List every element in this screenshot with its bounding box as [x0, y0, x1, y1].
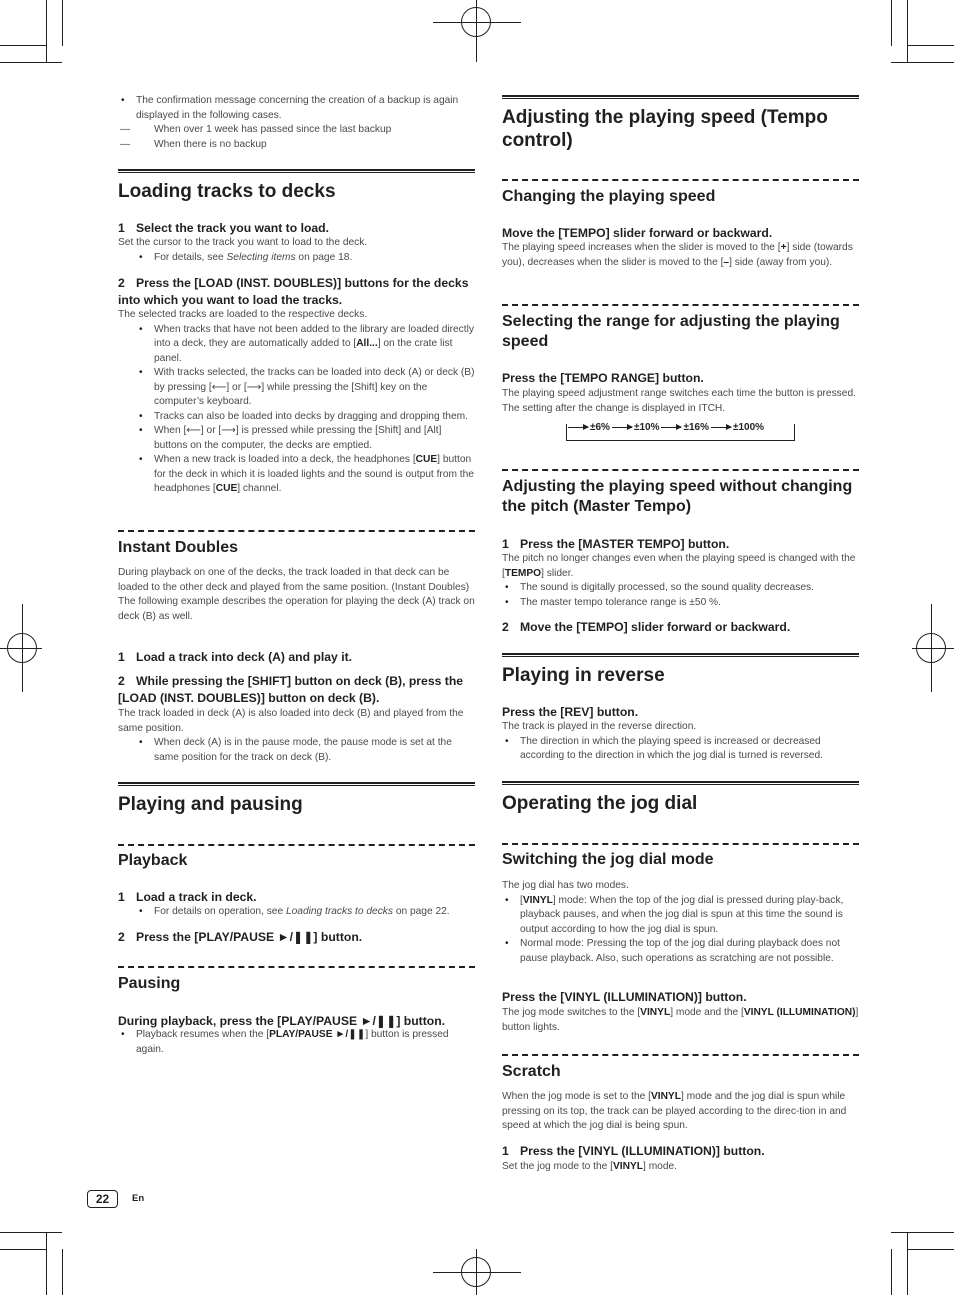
section-title-jog: Operating the jog dial [502, 793, 698, 814]
pausing-step: During playback, press the [PLAY/PAUSE ►/❚❚] button. [118, 1014, 446, 1028]
section-title-playing: Playing and pausing [118, 794, 303, 815]
dashed-divider [502, 1054, 859, 1056]
range-text: The playing speed adjustment range switches each time the button is pressed. The setting after the change is displayed in ITCH. [502, 388, 856, 414]
scratch-step-1: 1 Press the [VINYL (ILLUMINATION)] button. [502, 1144, 765, 1158]
subsection-title-scratch: Scratch [502, 1063, 561, 1080]
instant-step-1: 1 Load a track into deck (A) and play it. [118, 650, 353, 664]
backup-note [118, 94, 475, 152]
section-title-tempo: Adjusting the playing speed (Tempo control) [502, 107, 828, 151]
jog-step-text: The jog mode switches to the [VINYL] mode and the [VINYL (ILLUMINATION)] button lights. [502, 1007, 859, 1033]
subsection-title-master: Adjusting the playing speed without changing the pitch (Master Tempo) [502, 478, 853, 515]
loading-step-1: 1 Select the track you want to load. [118, 221, 330, 235]
loading-step-2: 2 Press the [LOAD (INST. DOUBLES)] buttons for the decks into which you want to load the tracks. [118, 276, 469, 307]
list-item: • [VINYL] mode: When the top of the jog dial is pressed during play-back, playback pauses, and when the jog dial is spun at this time the sound is output according to how the jog dial is spun. [502, 894, 859, 938]
change-step: Move the [TEMPO] slider forward or backward. [502, 226, 773, 240]
section-title-reverse: Playing in reverse [502, 665, 665, 686]
reverse-text: The track is played in the reverse direction. • The direction in which the playing speed is increased or decreased according to the direction in which the jog dial is turned is reversed. [502, 720, 859, 764]
section-rule [502, 781, 859, 785]
arrow-right-icon [661, 427, 681, 428]
section-title-loading: Loading tracks to decks [118, 181, 336, 202]
list-item: • Normal mode: Pressing the top of the jog dial during playback does not pause playback. Also, such operations as scratching are not possible. [502, 937, 859, 966]
list-item: • When a new track is loaded into a deck, the headphones [CUE] button for the deck in which it is loaded lights and the sound is output from the headphones [CUE] channel. [154, 453, 475, 497]
playback-step-2: 2 Press the [PLAY/PAUSE ►/❚❚] button. [118, 930, 363, 944]
section-rule [502, 653, 859, 657]
instant-intro: During playback on one of the decks, the track loaded in that deck can be loaded to the other deck and played from the same position. (Instant Doubles) The following example describes the operation for playing the deck (A) track on deck (B) as well. [118, 567, 475, 622]
dashed-divider [118, 844, 475, 846]
dashed-divider [502, 179, 859, 181]
pausing-note: • Playback resumes when the [PLAY/PAUSE ►/❚❚] button is pressed again. [118, 1028, 475, 1057]
dashed-divider [502, 469, 859, 471]
arrow-right-icon [711, 427, 731, 428]
list-item: • The master tempo tolerance range is ±50 %. [502, 596, 859, 611]
scratch-step-1-text: Set the jog mode to the [VINYL] mode. [502, 1161, 678, 1172]
master-step-1: 1 Press the [MASTER TEMPO] button. [502, 537, 730, 551]
arrow-right-icon [568, 427, 588, 428]
master-step-1-text: The pitch no longer changes even when the playing speed is changed with the [TEMPO] slider. • The sound is digitally processed, so the sound quality decreases. • The master tempo tolerance range is ±50 %. [502, 552, 859, 610]
section-rule [118, 782, 475, 786]
subsection-title-jog-mode: Switching the jog dial mode [502, 851, 714, 868]
subsection-title-range: Selecting the range for adjusting the playing speed [502, 313, 840, 350]
section-rule [502, 95, 859, 99]
master-step-2: 2 Move the [TEMPO] slider forward or backward. [502, 620, 791, 634]
dashed-divider [118, 966, 475, 968]
subsection-title-instant: Instant Doubles [118, 539, 239, 556]
instant-step-2: 2 While pressing the [SHIFT] button on deck (B), press the [LOAD (INST. DOUBLES)] button on deck (B). [118, 674, 464, 705]
loading-step-1-text: Set the cursor to the track you want to load to the deck. • For details, see Selecting items on page 18. [118, 236, 475, 265]
list-item: • When [⟵] or [⟶] is pressed while pressing the [Shift] and [Alt] buttons on the computer, the decks are emptied. [154, 424, 475, 453]
list-item: • With tracks selected, the tracks can be loaded into deck (A) or deck (B) by pressing [⟵] or [⟶] while pressing the [Shift] key on the computer’s keyboard. [154, 366, 475, 410]
list-item: • Tracks can also be loaded into decks by dragging and dropping them. [154, 410, 475, 425]
scratch-text: When the jog mode is set to the [VINYL] mode and the jog dial is spun while pressing on its top, the track can be played according to the direc-tion in and speed at which the jog dial is being spun. [502, 1091, 847, 1131]
list-item: • When tracks that have not been added to the library are loaded directly into a deck, they are automatically added to [All...] on the crate list panel. [154, 323, 475, 367]
playback-step-1: 1 Load a track in deck. [118, 890, 257, 904]
reverse-step: Press the [REV] button. [502, 705, 639, 719]
range-option: ±16% [683, 421, 709, 433]
range-option: ±100% [732, 421, 765, 433]
list-item: • The sound is digitally processed, so the sound quality decreases. [502, 581, 859, 596]
loading-step-2-text: The selected tracks are loaded to the respective decks. • When tracks that have not been added to the library are loaded directly into a deck, they are automatically added to [All...] on the crate list panel. • With tracks selected, the tracks can be loaded into deck (A) or deck (B) by pressing [⟵] or [⟶] while pressing the [Shift] key on the computer’s keyboard. • Tracks can also be loaded into decks by dragging and dropping them. • When [⟵] or [⟶] is pressed while pressing the [Shift] and [Alt] buttons on the computer, the decks are emptied. • When a new track is loaded into a deck, the headphones [CUE] button for the deck in which it is loaded lights and the sound is output from the headphones [CUE] channel. [118, 308, 475, 497]
playback-step-1-text: • For details on operation, see Loading tracks to decks on page 22. [118, 905, 475, 920]
backup-bullet: • The confirmation message concerning the creation of a backup is again displayed in the following cases. [118, 94, 475, 123]
dashed-divider [118, 530, 475, 532]
list-item: • The direction in which the playing speed is increased or decreased according to the direction in which the jog dial is turned is reversed. [502, 735, 859, 764]
jog-step: Press the [VINYL (ILLUMINATION)] button. [502, 990, 747, 1004]
list-item: • When deck (A) is in the pause mode, the pause mode is set at the same position for the track on deck (B). [154, 736, 475, 765]
range-option: ±6% [590, 421, 610, 433]
instant-step-2-text: The track loaded in deck (A) is also loaded into deck (B) and played from the same position. • When deck (A) is in the pause mode, the pause mode is set at the same position for the track on deck (B). [118, 707, 475, 765]
arrow-right-icon [612, 427, 632, 428]
range-option: ±10% [633, 421, 660, 433]
subsection-title-playback: Playback [118, 852, 188, 869]
range-step: Press the [TEMPO RANGE] button. [502, 371, 704, 385]
section-rule [118, 169, 475, 173]
dashed-divider [502, 304, 859, 306]
subsection-title-change: Changing the playing speed [502, 188, 716, 205]
page-number: 22 [87, 1190, 118, 1208]
jog-mode-text: The jog dial has two modes. • [VINYL] mode: When the top of the jog dial is pressed during play-back, playback pauses, and when the jog dial is spun at this time the sound is output according to how the jog dial is spun. • Normal mode: Pressing the top of the jog dial during playback does not pause playback. Also, such operations as scratching are not possible. [502, 879, 859, 966]
language-code: En [132, 1193, 145, 1204]
dashed-divider [502, 843, 859, 845]
backup-case-1: — When over 1 week has passed since the last backup [118, 123, 475, 138]
backup-case-2: — When there is no backup [118, 138, 475, 153]
range-cycle-diagram [566, 420, 795, 434]
change-text: The playing speed increases when the slider is moved to the [+] side (towards you), decreases when the slider is moved to the [–] side (away from you). [502, 242, 853, 268]
subsection-title-pausing: Pausing [118, 975, 181, 992]
